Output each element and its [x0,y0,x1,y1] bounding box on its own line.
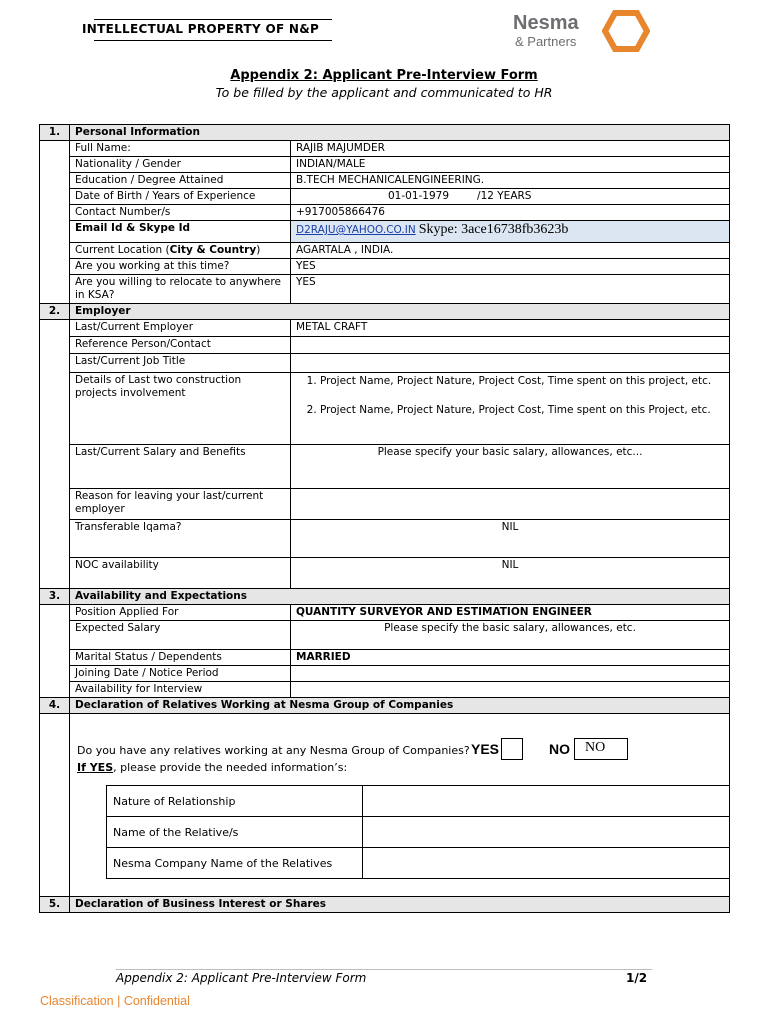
form-row-marital [40,650,730,666]
reason-value[interactable] [291,489,730,520]
logo-sub-text: & Partners [515,34,577,49]
full-name-value[interactable]: RAJIB MAJUMDER [291,141,730,157]
section-header-business-interest [40,897,730,913]
form-row-working [40,259,730,275]
dob-date: 01-01-1979 [388,190,450,202]
form-row-interview [40,682,730,698]
section-number: 5. [40,897,70,913]
working-value[interactable]: YES [291,259,730,275]
relative-field-label: Name of the Relative/s [107,817,363,848]
email-skype-value[interactable] [291,221,730,243]
field-label: Joining Date / Notice Period [70,666,291,682]
form-row-reference [40,337,730,354]
experience-years: /12 YEARS [477,190,532,202]
position-value[interactable]: QUANTITY SURVEYOR AND ESTIMATION ENGINEER [291,605,730,621]
field-label: Last/Current Salary and Benefits [70,445,291,489]
email-link[interactable]: D2RAJU@YAHOO.CO.IN [296,224,416,236]
form-row-dob [40,189,730,205]
form-row-contact [40,205,730,221]
document-header-title: INTELLECTUAL PROPERTY OF N&P [82,22,332,38]
form-title: Appendix 2: Applicant Pre-Interview Form [230,68,538,83]
relocate-value[interactable]: YES [291,275,730,304]
classification-label: Classification | Confidential [40,994,190,1008]
form-row-relocate [40,275,730,304]
applicant-form-table [39,124,730,913]
section-number: 1. [40,125,70,141]
section-header-employer [40,304,730,320]
current-employer-value[interactable]: METAL CRAFT [291,320,730,337]
table-row [107,848,730,879]
section-title: Declaration of Relatives Working at Nesma Group of Companies [70,698,730,714]
field-label: Current Location (City & Country) [70,243,291,259]
field-label: Expected Salary [70,621,291,650]
iqama-value[interactable]: NIL [291,520,730,558]
relative-field-label: Nesma Company Name of the Relatives [107,848,363,879]
education-value[interactable]: B.TECH MECHANICALENGINEERING. [291,173,730,189]
field-label: Reason for leaving your last/current employer [70,489,291,520]
section-title: Declaration of Business Interest or Shares [70,897,730,913]
nationality-value[interactable]: INDIAN/MALE [291,157,730,173]
project-item: 2. Project Name, Project Nature, Project Cost, Time spent on this Project, etc. [320,404,724,417]
field-label: NOC availability [70,558,291,589]
relative-field-value[interactable] [363,786,730,817]
form-row-projects [40,373,730,445]
contact-value[interactable]: +917005866476 [291,205,730,221]
field-label: Details of Last two construction projects involvement [70,373,291,445]
section-title: Availability and Expectations [70,589,730,605]
form-row-location [40,243,730,259]
relatives-table [106,785,730,879]
relative-field-value[interactable] [363,817,730,848]
section-header-availability [40,589,730,605]
location-value[interactable]: AGARTALA , INDIA. [291,243,730,259]
footer-text: Appendix 2: Applicant Pre-Interview Form [116,971,367,985]
relative-field-label: Nature of Relationship [107,786,363,817]
yes-checkbox[interactable] [501,738,523,760]
form-row-position [40,605,730,621]
form-row-education [40,173,730,189]
field-label: Availability for Interview [70,682,291,698]
field-label: Email Id & Skype Id [70,221,291,243]
skype-id: Skype: 3ace16738fb3623b [418,222,569,237]
project-item: 1. Project Name, Project Nature, Project Cost, Time spent on this project, etc. [320,375,724,388]
salary-value[interactable]: Please specify your basic salary, allowances, etc... [291,445,730,489]
field-label: Contact Number/s [70,205,291,221]
form-row-email-skype [40,221,730,243]
field-label: Last/Current Employer [70,320,291,337]
projects-value[interactable] [291,373,730,445]
field-label: Nationality / Gender [70,157,291,173]
relatives-declaration-row [40,714,730,897]
relatives-question: Do you have any relatives working at any Nesma Group of Companies? [77,744,470,757]
section-title: Employer [70,304,730,320]
no-label: NO [549,741,570,757]
relatives-declaration [70,714,729,896]
table-row [107,786,730,817]
expected-salary-value[interactable]: Please specify the basic salary, allowances, etc. [291,621,730,650]
field-label: Full Name: [70,141,291,157]
noc-value[interactable]: NIL [291,558,730,589]
no-answer-field[interactable]: NO [574,738,628,760]
yes-label: YES [471,741,500,757]
form-row-full-name [40,141,730,157]
form-row-joining [40,666,730,682]
field-label: Are you willing to relocate to anywhere in KSA? [70,275,291,304]
joining-value[interactable] [291,666,730,682]
nesma-logo [510,10,655,52]
field-label: Education / Degree Attained [70,173,291,189]
field-label: Last/Current Job Title [70,354,291,373]
table-row [107,817,730,848]
form-row-expected-salary [40,621,730,650]
form-row-nationality [40,157,730,173]
hexagon-logo-icon [602,10,650,52]
form-row-salary [40,445,730,489]
form-row-reason [40,489,730,520]
field-label: Are you working at this time? [70,259,291,275]
section-number: 2. [40,304,70,320]
field-label: Date of Birth / Years of Experience [70,189,291,205]
section-header-personal [40,125,730,141]
interview-value[interactable] [291,682,730,698]
form-subtitle: To be filled by the applicant and communicated to HR [215,85,553,100]
logo-brand-text: Nesma [513,12,579,34]
page-number: 1/2 [626,971,648,985]
section-number: 3. [40,589,70,605]
marital-value[interactable]: MARRIED [291,650,730,666]
section-title: Personal Information [70,125,730,141]
field-label: Transferable Iqama? [70,520,291,558]
section-header-relatives [40,698,730,714]
form-row-current-employer [40,320,730,337]
relatives-instruction: If YES, please provide the needed information’s: [77,761,348,774]
field-label: Marital Status / Dependents [70,650,291,666]
section-number: 4. [40,698,70,714]
footer-divider [116,969,652,970]
relative-field-value[interactable] [363,848,730,879]
field-label: Position Applied For [70,605,291,621]
field-label: Reference Person/Contact [70,337,291,354]
reference-value[interactable] [291,337,730,354]
form-row-job-title [40,354,730,373]
form-row-noc [40,558,730,589]
dob-value[interactable] [291,189,730,205]
form-row-iqama [40,520,730,558]
job-title-value[interactable] [291,354,730,373]
